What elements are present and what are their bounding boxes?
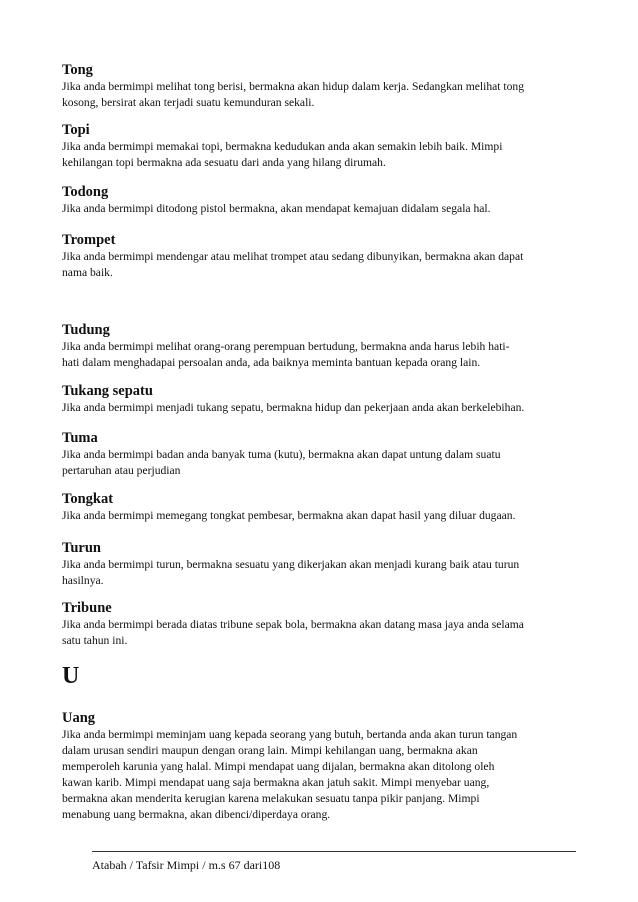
entry-tudung (62, 322, 510, 371)
entry-tribune (62, 600, 524, 649)
entry-tong (62, 62, 524, 111)
entry-title: Todong (62, 184, 109, 200)
entry-turun (62, 540, 519, 589)
entry-text-line: nama baik. (62, 266, 113, 279)
entry-text-line: Jika anda bermimpi melihat orang-orang perempuan bertudung, bermakna anda harus lebih hati- (62, 340, 510, 353)
entry-text-line: Jika anda bermimpi berada diatas tribune sepak bola, bermakna akan datang masa jaya anda selama (62, 618, 524, 631)
entry-tukang-sepatu (62, 383, 524, 416)
entry-text-line: Jika anda bermimpi badan anda banyak tuma (kutu), bermakna akan dapat untung dalam suatu (62, 448, 501, 461)
entry-tongkat (62, 491, 515, 524)
entry-text-line: Jika anda bermimpi meminjam uang kepada seorang yang butuh, bertanda anda akan turun tangan (62, 728, 518, 741)
section-letter-heading: U (62, 663, 80, 689)
entry-title: Tongkat (62, 491, 114, 507)
entry-title: Topi (62, 122, 90, 138)
entry-title: Turun (62, 540, 101, 556)
entry-title: Tribune (62, 600, 112, 616)
entry-title: Trompet (62, 232, 116, 248)
entry-trompet (62, 232, 523, 281)
entry-uang (62, 710, 517, 823)
entry-text-line: kosong, bersirat akan terjadi suatu kemunduran sekali. (62, 96, 315, 109)
entry-title: Tong (62, 62, 93, 78)
entry-title: Tudung (62, 322, 110, 338)
entry-topi (62, 122, 502, 171)
entry-text-line: kehilangan topi bermakna ada sesuatu dari anda yang hilang dirumah. (62, 156, 386, 169)
entry-text-line: Jika anda bermimpi mendengar atau melihat trompet atau sedang dibunyikan, bermakna akan dapat (62, 250, 524, 263)
entry-text-line: hati dalam menghadapai persoalan anda, ada baiknya meminta bantuan kepada orang lain. (62, 356, 481, 369)
entry-text-line: hasilnya. (62, 574, 104, 587)
entry-text-line: memperoleh karunia yang halal. Mimpi mendapat uang dijalan, bermakna akan ditolong oleh (62, 760, 495, 773)
entry-title: Tukang sepatu (62, 383, 153, 399)
entry-text-line: pertaruhan atau perjudian (62, 464, 181, 477)
entry-title: Tuma (62, 430, 98, 446)
entry-text-line: Jika anda bermimpi memakai topi, bermakna kedudukan anda akan semakin lebih baik. Mimpi (62, 140, 503, 153)
entry-text-line: Jika anda bermimpi turun, bermakna sesuatu yang dikerjakan akan menjadi kurang baik atau turun (62, 558, 520, 571)
entry-text-line: dalam urusan sendiri maupun dengan orang lain. Mimpi kehilangan uang, bermakna akan (62, 744, 478, 757)
entry-text-line: Jika anda bermimpi ditodong pistol bermakna, akan mendapat kemajuan didalam segala hal. (62, 202, 491, 215)
entry-text-line: kawan karib. Mimpi mendapat uang saja bermakna akan jatuh sakit. Mimpi menyebar uang, (62, 776, 490, 789)
entry-tuma (62, 430, 501, 479)
entry-text-line: Jika anda bermimpi memegang tongkat pembesar, bermakna akan dapat hasil yang diluar dugaan. (62, 509, 516, 522)
footer-divider (92, 851, 576, 852)
entry-text-line: satu tahun ini. (62, 634, 128, 647)
entry-title: Uang (62, 710, 96, 726)
entry-text-line: menabung uang bermakna, akan dibenci/diperdaya orang. (62, 808, 331, 821)
entry-todong (62, 184, 491, 217)
page-footer: Atabah / Tafsir Mimpi / m.s 67 dari108 (92, 858, 281, 872)
entry-text-line: bermakna akan menderita kerugian karena melakukan sesuatu tanpa pikir panjang. Mimpi (62, 792, 480, 805)
entry-text-line: Jika anda bermimpi melihat tong berisi, bermakna akan hidup dalam kerja. Sedangkan melihat tong (62, 80, 525, 93)
entry-text-line: Jika anda bermimpi menjadi tukang sepatu, bermakna hidup dan pekerjaan anda akan berkelebihan. (62, 401, 525, 414)
